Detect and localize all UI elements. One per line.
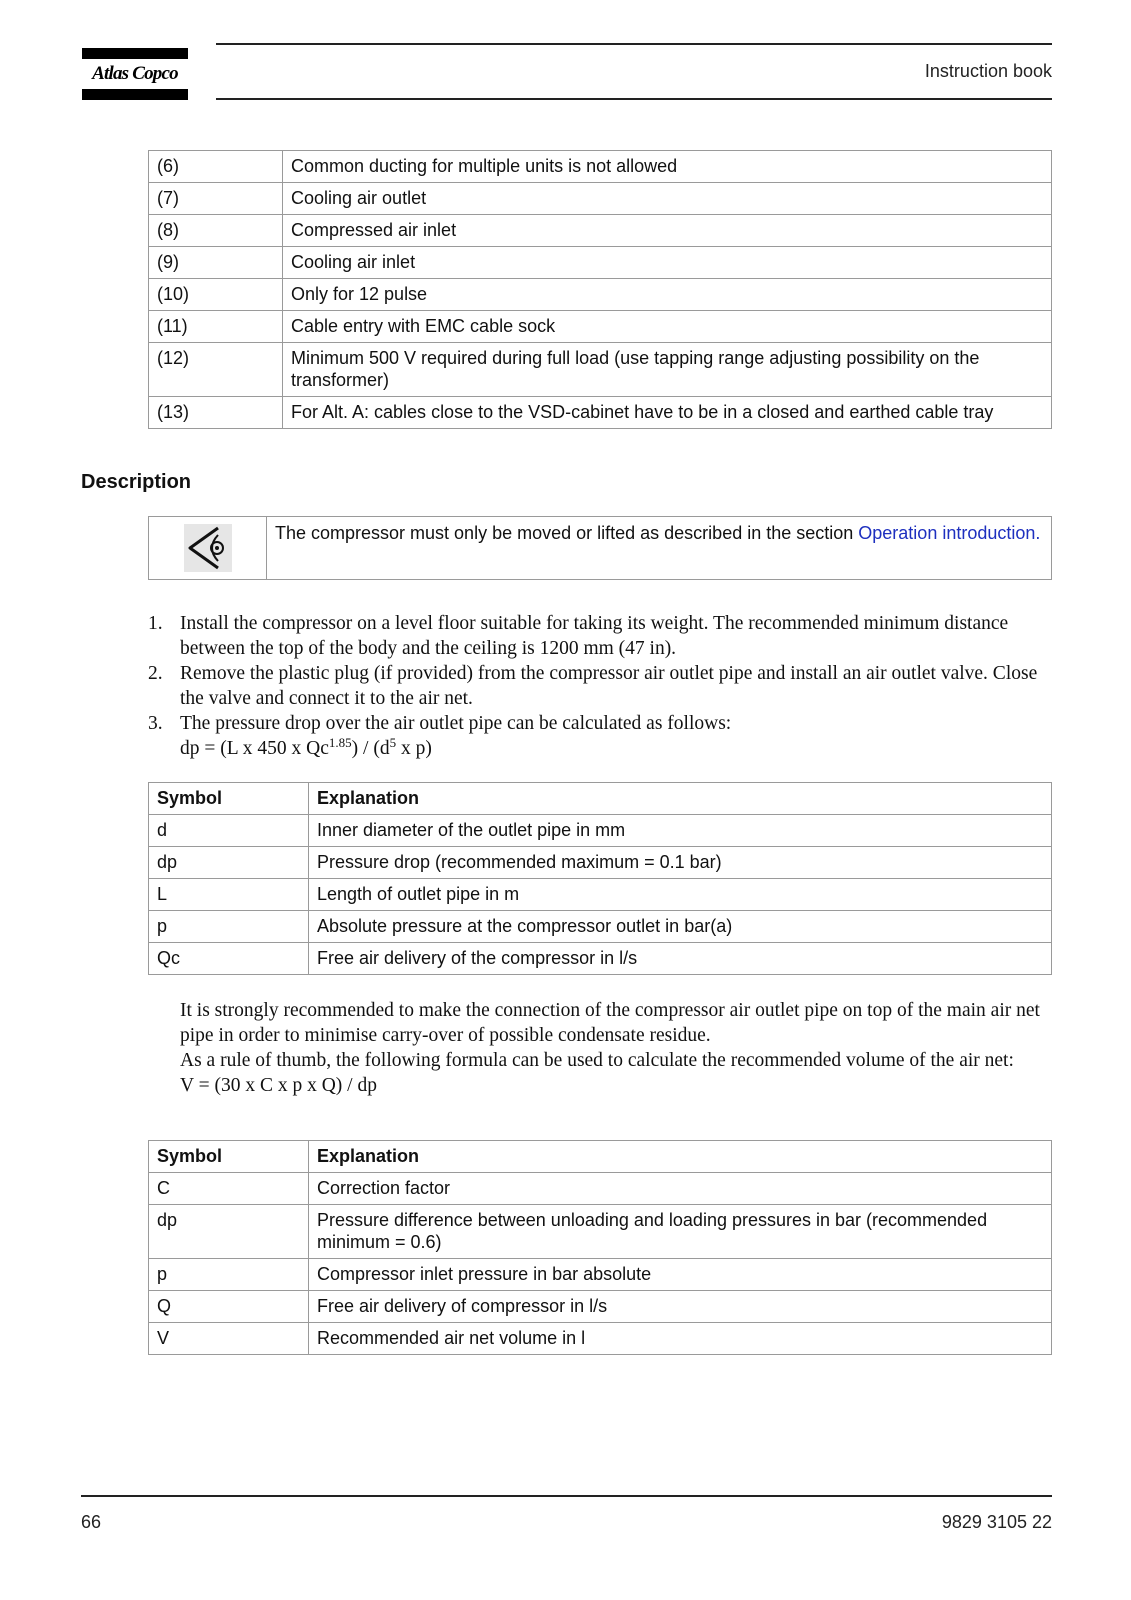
explanation-cell: Correction factor [309, 1173, 1052, 1205]
explanation-cell: Free air delivery of compressor in l/s [309, 1291, 1052, 1323]
column-header-explanation: Explanation [309, 1141, 1052, 1173]
table-row [149, 1291, 1052, 1323]
note-message: The compressor must only be moved or lifted as described in the section [275, 523, 859, 543]
air-net-volume-formula: V = (30 x C x p x Q) / dp [180, 1075, 377, 1096]
legend-ref: (6) [149, 151, 283, 183]
section-heading: Description [81, 471, 192, 493]
note-row [149, 517, 1052, 580]
explanation-cell: Compressor inlet pressure in bar absolute [309, 1259, 1052, 1291]
table-row [149, 397, 1052, 429]
pressure-drop-symbols-table [148, 782, 1052, 975]
page-number: 66 [81, 1512, 102, 1532]
note-link-suffix: . [1035, 523, 1041, 543]
legend-text: Cable entry with EMC cable sock [283, 311, 1052, 343]
legend-text: Compressed air inlet [283, 215, 1052, 247]
legend-ref: (8) [149, 215, 283, 247]
logo-bar-bottom [82, 89, 188, 100]
table-row [149, 1323, 1052, 1355]
note-text [267, 517, 1052, 580]
symbol-cell: Qc [149, 943, 309, 975]
note-box [148, 516, 1052, 580]
table-header-row [149, 1141, 1052, 1173]
operation-introduction-link[interactable]: Operation introduction [858, 523, 1036, 543]
legend-ref: (12) [149, 343, 283, 397]
symbol-cell: Q [149, 1291, 309, 1323]
explanation-cell: Absolute pressure at the compressor outlet in bar(a) [309, 911, 1052, 943]
formula-exponent: 1.85 [328, 735, 352, 750]
table-row [149, 911, 1052, 943]
legend-text: For Alt. A: cables close to the VSD-cabinet have to be in a closed and earthed cable tray [283, 397, 1052, 429]
table-row [149, 847, 1052, 879]
column-header-symbol: Symbol [149, 1141, 309, 1173]
installation-steps [148, 611, 1053, 761]
table-row [149, 151, 1052, 183]
step-number: 2. [148, 663, 163, 684]
legend-text: Only for 12 pulse [283, 279, 1052, 311]
legend-text: Cooling air inlet [283, 247, 1052, 279]
symbol-cell: dp [149, 847, 309, 879]
logo-wordmark: Atlas Copco [92, 63, 178, 84]
legend-ref: (7) [149, 183, 283, 215]
table-row [149, 1173, 1052, 1205]
legend-ref: (11) [149, 311, 283, 343]
footer-rule [81, 1495, 1052, 1497]
step-number: 1. [148, 613, 163, 634]
list-item [148, 711, 1053, 761]
table-row [149, 215, 1052, 247]
formula-part: ) / (d [351, 738, 390, 759]
column-header-explanation: Explanation [309, 783, 1052, 815]
legend-text: Cooling air outlet [283, 183, 1052, 215]
table-row [149, 183, 1052, 215]
table-row [149, 879, 1052, 911]
formula-part: dp = (L x 450 x Qc [180, 738, 329, 759]
symbol-cell: V [149, 1323, 309, 1355]
step-text: Install the compressor on a level floor suitable for taking its weight. The recommended minimum distance between the top of the body and the ceiling is 1200 mm (47 in). [180, 613, 1009, 659]
table-row [149, 815, 1052, 847]
paragraph-line: As a rule of thumb, the following formula can be used to calculate the recommended volume of the air net: [180, 1050, 1014, 1071]
list-item [148, 661, 1053, 711]
table-row [149, 1205, 1052, 1259]
formula-part: x p) [396, 738, 432, 759]
table-row [149, 311, 1052, 343]
symbol-cell: C [149, 1173, 309, 1205]
legend-table [148, 150, 1052, 429]
explanation-cell: Pressure difference between unloading and loading pressures in bar (recommended minimum = 0.6) [309, 1205, 1052, 1259]
formula-exponent: 5 [389, 735, 397, 750]
air-net-symbols-table [148, 1140, 1052, 1355]
table-row [149, 343, 1052, 397]
header-rule-top [216, 43, 1052, 45]
explanation-cell: Length of outlet pipe in m [309, 879, 1052, 911]
explanation-cell: Recommended air net volume in l [309, 1323, 1052, 1355]
header-rule-bottom [216, 98, 1052, 100]
legend-text: Common ducting for multiple units is not allowed [283, 151, 1052, 183]
symbol-cell: p [149, 911, 309, 943]
symbol-cell: L [149, 879, 309, 911]
table-row [149, 943, 1052, 975]
document-title: Instruction book [924, 61, 1052, 81]
symbol-cell: d [149, 815, 309, 847]
logo-bar-top [82, 48, 188, 59]
legend-ref: (13) [149, 397, 283, 429]
legend-ref: (10) [149, 279, 283, 311]
symbol-cell: dp [149, 1205, 309, 1259]
step-text: The pressure drop over the air outlet pipe can be calculated as follows: [180, 713, 732, 734]
air-net-paragraph [180, 998, 1050, 1098]
legend-ref: (9) [149, 247, 283, 279]
table-row [149, 247, 1052, 279]
document-number: 9829 3105 22 [941, 1512, 1052, 1532]
symbol-cell: p [149, 1259, 309, 1291]
table-row [149, 1259, 1052, 1291]
explanation-cell: Free air delivery of the compressor in l/s [309, 943, 1052, 975]
explanation-cell: Pressure drop (recommended maximum = 0.1 bar) [309, 847, 1052, 879]
list-item [148, 611, 1053, 661]
table-header-row [149, 783, 1052, 815]
note-icon-cell [149, 517, 267, 580]
table-row [149, 279, 1052, 311]
step-number: 3. [148, 713, 163, 734]
paragraph-line: It is strongly recommended to make the connection of the compressor air outlet pipe on top of the main air net pipe in order to minimise carry-over of possible condensate residue. [180, 1000, 1040, 1046]
column-header-symbol: Symbol [149, 783, 309, 815]
explanation-cell: Inner diameter of the outlet pipe in mm [309, 815, 1052, 847]
atlas-copco-logo [82, 48, 188, 100]
pressure-drop-formula [180, 735, 432, 759]
legend-text: Minimum 500 V required during full load (use tapping range adjusting possibility on the transformer) [283, 343, 1052, 397]
eye-icon [184, 524, 232, 572]
step-text: Remove the plastic plug (if provided) from the compressor air outlet pipe and install an air outlet valve. Close the valve and connect it to the air net. [180, 663, 1038, 709]
